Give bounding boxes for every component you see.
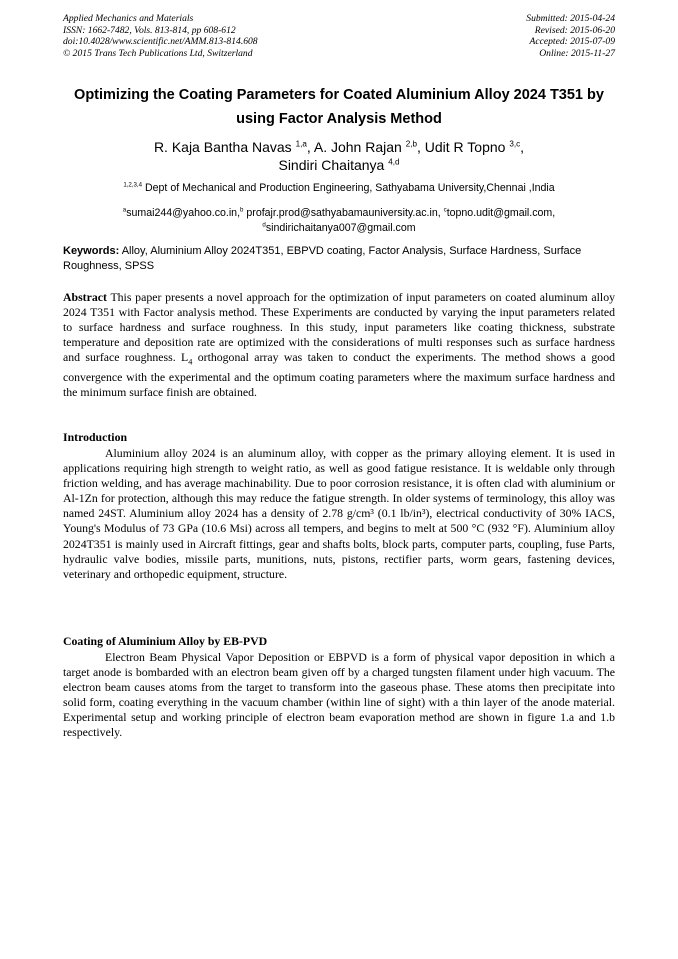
date-submitted: Submitted: 2015-04-24 bbox=[526, 13, 615, 24]
section-heading-introduction: Introduction bbox=[63, 430, 128, 444]
journal-info bbox=[63, 13, 258, 59]
publication-dates bbox=[526, 13, 615, 59]
email-mark: b bbox=[240, 206, 244, 214]
date-accepted: Accepted: 2015-07-09 bbox=[529, 36, 615, 48]
author-name: , Udit R Topno bbox=[416, 139, 506, 155]
author-affiliation-mark: 1,a bbox=[295, 139, 307, 149]
author-affiliation-mark: 4,d bbox=[388, 157, 400, 167]
email-mark: c bbox=[443, 206, 447, 214]
journal-doi[interactable]: doi:10.4028/www.scientific.net/AMM.813-814.608 bbox=[63, 36, 258, 48]
affiliation bbox=[63, 181, 615, 195]
section-heading-coating: Coating of Aluminium Alloy by EB-PVD bbox=[63, 634, 268, 648]
abstract-text: This paper presents a novel approach for the optimization of input parameters on coated aluminum alloy 2024 T351 with Factor analysis method. These Experiments are conducted by varying the input parameters related to surface hardness and surface roughness. In this study, input parameters like coating thickness, substrate temperature and deposition rate are optimized with the considerations of multi responses such as surface hardness and surface roughness. L bbox=[63, 290, 615, 365]
keywords-label: Keywords: bbox=[63, 245, 120, 257]
date-revised: Revised: 2015-06-20 bbox=[534, 24, 615, 36]
journal-name: Applied Mechanics and Materials bbox=[63, 13, 194, 24]
author-affiliation-mark: 2,b bbox=[405, 139, 417, 149]
keywords bbox=[63, 244, 615, 273]
email-mark: a bbox=[122, 206, 127, 214]
email-link[interactable]: sumai244@yahoo.co.in, bbox=[126, 207, 241, 219]
abstract-paragraph bbox=[63, 290, 615, 400]
author-list bbox=[63, 138, 615, 174]
abstract-label: Abstract bbox=[63, 290, 107, 304]
author-name: , A. John Rajan bbox=[306, 139, 402, 155]
date-online: Online: 2015-11-27 bbox=[539, 47, 615, 59]
email-link[interactable]: sindirichaitanya007@gmail.com bbox=[265, 222, 416, 234]
paper-title: Optimizing the Coating Parameters for Coated Aluminium Alloy 2024 T351 by using Factor Analysis Method bbox=[74, 87, 604, 127]
email-link[interactable]: topno.udit@gmail.com, bbox=[446, 207, 556, 219]
affiliation-text: Dept of Mechanical and Production Engineering, Sathyabama University,Chennai ,India bbox=[145, 182, 555, 194]
journal-issn: ISSN: 1662-7482, Vols. 813-814, pp 608-612 bbox=[63, 24, 236, 36]
author-emails bbox=[63, 206, 615, 236]
affiliation-mark: 1,2,3,4 bbox=[123, 181, 143, 189]
author-name: R. Kaja Bantha Navas bbox=[153, 139, 292, 155]
abstract-subscript: 4 bbox=[188, 357, 193, 367]
journal-copyright: © 2015 Trans Tech Publications Ltd, Switzerland bbox=[63, 47, 253, 59]
introduction-paragraph: Aluminium alloy 2024 is an aluminum alloy, with copper as the primary alloying element. It is used in applications requiring high strength to weight ratio, as well as good fatigue resistance. It is weldable only through friction welding, and has average machinability. Due to poor corrosion resistance, it is often clad with aluminium or Al-1Zn for protection, although this may reduce the fatigue strength. In older systems of terminology, this alloy was named 24ST. Aluminium alloy 2024 has a density of 2.78 g/cm³ (0.1 lb/in³), electrical conductivity of 30% IACS, Young's Modulus of 73 GPa (10.6 Msi) across all tempers, and begins to melt at 500 °C (932 °F). Aluminium alloy 2024T351 is mainly used in Aircraft fittings, gear and shafts bolts, block parts, computer parts, coupling, fuse Parts, hydraulic valve bodies, missile parts, munitions, nuts, pistons, rectifier parts, worm gears, fastening devices, veterinary and orthopedic equipment, structure. bbox=[63, 446, 615, 581]
email-mark: d bbox=[262, 221, 266, 229]
email-link[interactable]: profajr.prod@sathyabamauniversity.ac.in, bbox=[243, 207, 444, 219]
author-affiliation-mark: 3,c bbox=[509, 139, 521, 149]
keywords-text: Alloy, Aluminium Alloy 2024T351, EBPVD coating, Factor Analysis, Surface Hardness, Surface Roughness, SPSS bbox=[63, 245, 582, 272]
author-name: Sindiri Chaitanya bbox=[278, 157, 385, 173]
abstract-text-continued: orthogonal array was taken to conduct the experiments. The method shows a good convergence with the experimental and the optimum coating parameters where the maximum surface hardness and the minimum surface finish are obtained. bbox=[63, 350, 615, 399]
author-separator: , bbox=[520, 139, 525, 155]
coating-paragraph: Electron Beam Physical Vapor Deposition or EBPVD is a form of physical vapor deposition in which a target anode is bombarded with an electron beam given off by a charged tungsten filament under high vacuum. The electron beam causes atoms from the target to transform into the gaseous phase. These atoms then precipitate into solid form, coating everything in the vacuum chamber (within line of sight) with a thin layer of the anode material. Experimental setup and working principle of electron beam evaporation method are shown in figure 1.a and 1.b respectively. bbox=[63, 650, 615, 740]
